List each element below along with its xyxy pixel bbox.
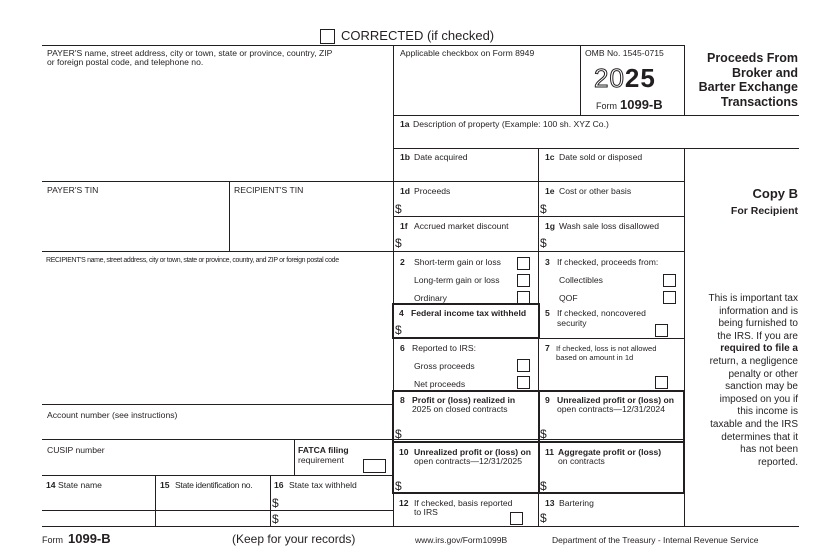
line-payer-tin bbox=[42, 181, 684, 182]
form-title-line-3: Barter Exchange bbox=[698, 80, 798, 94]
notice-line: return, a negligence bbox=[709, 355, 798, 367]
box-1g-label: Wash sale loss disallowed bbox=[559, 221, 659, 231]
box-13-num: 13 bbox=[545, 498, 555, 508]
box-1e-num: 1e bbox=[545, 186, 555, 196]
long-term-checkbox[interactable] bbox=[517, 274, 530, 287]
recipient-tin-label: RECIPIENT'S TIN bbox=[234, 185, 304, 195]
box-1a-field[interactable] bbox=[396, 132, 682, 146]
box-10-dollar: $ bbox=[395, 479, 402, 493]
box-1e-label: Cost or other basis bbox=[559, 186, 632, 196]
box-1c-num: 1c bbox=[545, 152, 555, 162]
box-12-label: If checked, basis reported bbox=[414, 498, 513, 508]
box-2-opt1: Short-term gain or loss bbox=[414, 257, 501, 267]
box-11-dollar: $ bbox=[540, 479, 547, 493]
box-12-num: 12 bbox=[399, 498, 409, 508]
box-1e-dollar: $ bbox=[540, 202, 547, 216]
box-1b-label: Date acquired bbox=[414, 152, 468, 162]
box-1g-dollar: $ bbox=[540, 236, 547, 250]
box-14-num: 14 bbox=[46, 480, 56, 490]
payer-name-field[interactable] bbox=[44, 70, 390, 178]
box-11-field[interactable] bbox=[549, 470, 682, 491]
box-13-field[interactable] bbox=[549, 509, 682, 524]
box-1d-num: 1d bbox=[400, 186, 411, 196]
copy-notice bbox=[682, 293, 798, 469]
box-3-label: If checked, proceeds from: bbox=[557, 257, 659, 267]
box-2-num: 2 bbox=[400, 257, 405, 267]
box-11-num: 11 bbox=[545, 447, 555, 457]
notice-line: determines that it bbox=[721, 431, 798, 443]
box-10-label: Unrealized profit or (loss) on bbox=[414, 447, 531, 457]
recipient-tin-field[interactable] bbox=[232, 198, 390, 248]
box-16-num: 16 bbox=[274, 480, 284, 490]
box-3-num: 3 bbox=[545, 257, 550, 267]
tin-divider bbox=[229, 181, 230, 251]
box-9-label: Unrealized profit or (loss) on bbox=[557, 395, 674, 405]
footer-form-prefix: Form bbox=[42, 535, 63, 545]
box-8-field[interactable] bbox=[404, 418, 536, 439]
payer-tin-field[interactable] bbox=[44, 198, 226, 248]
notice-line: information and is bbox=[719, 305, 798, 317]
box-1d-dollar: $ bbox=[395, 202, 402, 216]
gross-proceeds-checkbox[interactable] bbox=[517, 359, 530, 372]
fatca-checkbox[interactable] bbox=[363, 459, 386, 473]
box-16-dollar-2: $ bbox=[272, 512, 279, 526]
box-11-label-2: on contracts bbox=[558, 456, 605, 466]
line-account bbox=[42, 404, 393, 405]
tax-year-outline: 20 bbox=[594, 63, 625, 93]
box-6-num: 6 bbox=[400, 343, 405, 353]
box-3-opt2: QOF bbox=[559, 293, 578, 303]
box-1g-field[interactable] bbox=[549, 234, 682, 250]
ordinary-checkbox[interactable] bbox=[517, 291, 530, 304]
notice-line: sanction may be bbox=[725, 381, 798, 393]
corrected-checkbox[interactable] bbox=[320, 29, 335, 44]
tax-year-bold: 25 bbox=[624, 63, 656, 93]
line-state bbox=[42, 475, 393, 476]
payer-name-label: PAYER'S name, street address, city or town, state or province, country, ZIP bbox=[47, 48, 333, 58]
box-6-opt1: Gross proceeds bbox=[414, 361, 475, 371]
box-4-field[interactable] bbox=[404, 321, 536, 337]
notice-line: This is important tax bbox=[708, 293, 798, 304]
payer-name-label-2: or foreign postal code, and telephone no. bbox=[47, 57, 204, 67]
payer-tin-label: PAYER'S TIN bbox=[47, 185, 99, 195]
omb-number: OMB No. 1545-0715 bbox=[585, 48, 664, 58]
state-tax-field[interactable] bbox=[281, 494, 391, 524]
state-id-field[interactable] bbox=[158, 492, 268, 524]
box-1f-num: 1f bbox=[400, 221, 408, 231]
box-9-label-2: open contracts—12/31/2024 bbox=[557, 404, 665, 414]
box-6-opt2: Net proceeds bbox=[414, 379, 466, 389]
box-8-label: Profit or (loss) realized in bbox=[412, 395, 516, 405]
footer-department: Department of the Treasury - Internal Revenue Service bbox=[552, 535, 759, 545]
fatca-divider bbox=[294, 439, 295, 475]
notice-line: this income is bbox=[737, 406, 798, 418]
box-7-num: 7 bbox=[545, 343, 550, 353]
box-4-label: Federal income tax withheld bbox=[411, 308, 527, 318]
box-8-num: 8 bbox=[400, 395, 405, 405]
basis-reported-checkbox[interactable] bbox=[510, 512, 523, 525]
footer-keep: (Keep for your records) bbox=[232, 532, 356, 546]
state-name-field[interactable] bbox=[44, 492, 153, 524]
account-number-label: Account number (see instructions) bbox=[47, 410, 178, 420]
box-3-opt1: Collectibles bbox=[559, 275, 603, 285]
form-title bbox=[686, 51, 798, 109]
box-9-field[interactable] bbox=[549, 418, 682, 439]
box-1g-num: 1g bbox=[545, 221, 556, 231]
box-10-field[interactable] bbox=[404, 470, 536, 491]
corrected-label: CORRECTED (if checked) bbox=[341, 28, 495, 43]
applicable-label: Applicable checkbox on Form 8949 bbox=[400, 48, 535, 58]
box-1c-label: Date sold or disposed bbox=[559, 152, 643, 162]
box-8-label-2: 2025 on closed contracts bbox=[412, 404, 508, 414]
line-recipient bbox=[42, 251, 684, 252]
bottom-border bbox=[42, 526, 799, 527]
notice-line: required to file a bbox=[720, 343, 798, 355]
box-16-dollar-1: $ bbox=[272, 496, 279, 510]
cusip-label: CUSIP number bbox=[47, 445, 105, 455]
cusip-field[interactable] bbox=[44, 458, 292, 473]
box-1f-field[interactable] bbox=[404, 234, 536, 250]
state-div-2 bbox=[270, 475, 271, 526]
noncovered-checkbox[interactable] bbox=[655, 324, 668, 337]
box-1f-dollar: $ bbox=[395, 236, 402, 250]
box-7-label-2: based on amount in 1d bbox=[556, 353, 634, 362]
box-7-label: If checked, loss is not allowed bbox=[556, 344, 657, 353]
box-1a-num: 1a bbox=[400, 119, 410, 129]
box-11-label: Aggregate profit or (loss) bbox=[558, 447, 662, 457]
box-13-dollar: $ bbox=[540, 511, 547, 525]
footer-url[interactable]: www.irs.gov/Form1099B bbox=[415, 535, 508, 545]
notice-line: penalty or other bbox=[728, 368, 798, 380]
box-4-num: 4 bbox=[399, 308, 404, 318]
notice-line: taxable and the IRS bbox=[710, 418, 798, 430]
form-title-line-4: Transactions bbox=[720, 94, 798, 109]
copy-title: Copy B bbox=[752, 186, 798, 201]
notice-line: has not been bbox=[740, 444, 798, 456]
box-1c-field[interactable] bbox=[541, 165, 682, 179]
box-9-dollar: $ bbox=[540, 427, 547, 441]
box-9-num: 9 bbox=[545, 395, 550, 405]
qof-checkbox[interactable] bbox=[663, 291, 676, 304]
collectibles-checkbox[interactable] bbox=[663, 274, 676, 287]
box-6-label: Reported to IRS: bbox=[412, 343, 477, 353]
omb-divider bbox=[580, 45, 581, 115]
box-5-num: 5 bbox=[545, 308, 550, 318]
box-1d-label: Proceeds bbox=[414, 186, 451, 196]
box-10-label-2: open contracts—12/31/2025 bbox=[414, 456, 522, 466]
line-1f bbox=[393, 216, 684, 217]
form-title-line-1: Proceeds From bbox=[706, 51, 798, 65]
recipient-name-field[interactable] bbox=[44, 268, 390, 401]
box-13-label: Bartering bbox=[559, 498, 594, 508]
box-5-label: If checked, noncovered bbox=[557, 308, 646, 318]
loss-not-allowed-checkbox[interactable] bbox=[655, 376, 668, 389]
box-1b-num: 1b bbox=[400, 152, 411, 162]
box-1b-field[interactable] bbox=[396, 165, 536, 179]
net-proceeds-checkbox[interactable] bbox=[517, 376, 530, 389]
box-14-label: State name bbox=[58, 480, 102, 490]
footer-form-number: 1099-B bbox=[68, 531, 111, 546]
box-1e-field[interactable] bbox=[549, 199, 682, 215]
title-divider bbox=[684, 45, 685, 115]
form-prefix-top: Form bbox=[596, 101, 617, 111]
box-5-label-2: security bbox=[557, 318, 587, 328]
box-2-opt3: Ordinary bbox=[414, 293, 447, 303]
short-term-checkbox[interactable] bbox=[517, 257, 530, 270]
frame-mid-h bbox=[393, 441, 684, 443]
tax-year bbox=[594, 64, 656, 92]
form-title-line-2: Broker and bbox=[732, 65, 798, 80]
notice-line: imposed on you if bbox=[719, 393, 798, 405]
notice-line: the IRS. If you are bbox=[717, 330, 798, 342]
state-div-1 bbox=[155, 475, 156, 526]
box-1a-label: Description of property (Example: 100 sh. XYZ Co.) bbox=[413, 119, 609, 129]
box-1d-field[interactable] bbox=[404, 199, 536, 215]
notice-line: being furnished to bbox=[718, 318, 798, 330]
line-1b-top bbox=[393, 148, 799, 149]
box-15-num: 15 bbox=[160, 480, 170, 490]
box-1f-label: Accrued market discount bbox=[414, 221, 509, 231]
box-2-opt2: Long-term gain or loss bbox=[414, 275, 500, 285]
form-number-top: 1099-B bbox=[620, 97, 663, 112]
box-10-num: 10 bbox=[399, 447, 409, 457]
applicable-field[interactable] bbox=[396, 62, 578, 112]
fatca-label-2: requirement bbox=[298, 455, 344, 465]
top-border bbox=[42, 45, 684, 46]
box-16-label: State tax withheld bbox=[289, 480, 357, 490]
notice-line: reported. bbox=[757, 456, 798, 468]
fatca-label: FATCA filing bbox=[298, 445, 349, 455]
copy-subtitle: For Recipient bbox=[730, 205, 798, 217]
recipient-name-label: RECIPIENT'S name, street address, city or town, state or province, country, and ZIP or foreign postal code bbox=[46, 257, 339, 264]
box-4-dollar: $ bbox=[395, 323, 402, 337]
box-15-label: State identification no. bbox=[175, 480, 253, 490]
account-number-field[interactable] bbox=[44, 422, 390, 437]
box-8-dollar: $ bbox=[395, 427, 402, 441]
line-1a-top bbox=[393, 115, 799, 116]
box-12-label-2: to IRS bbox=[414, 507, 438, 517]
